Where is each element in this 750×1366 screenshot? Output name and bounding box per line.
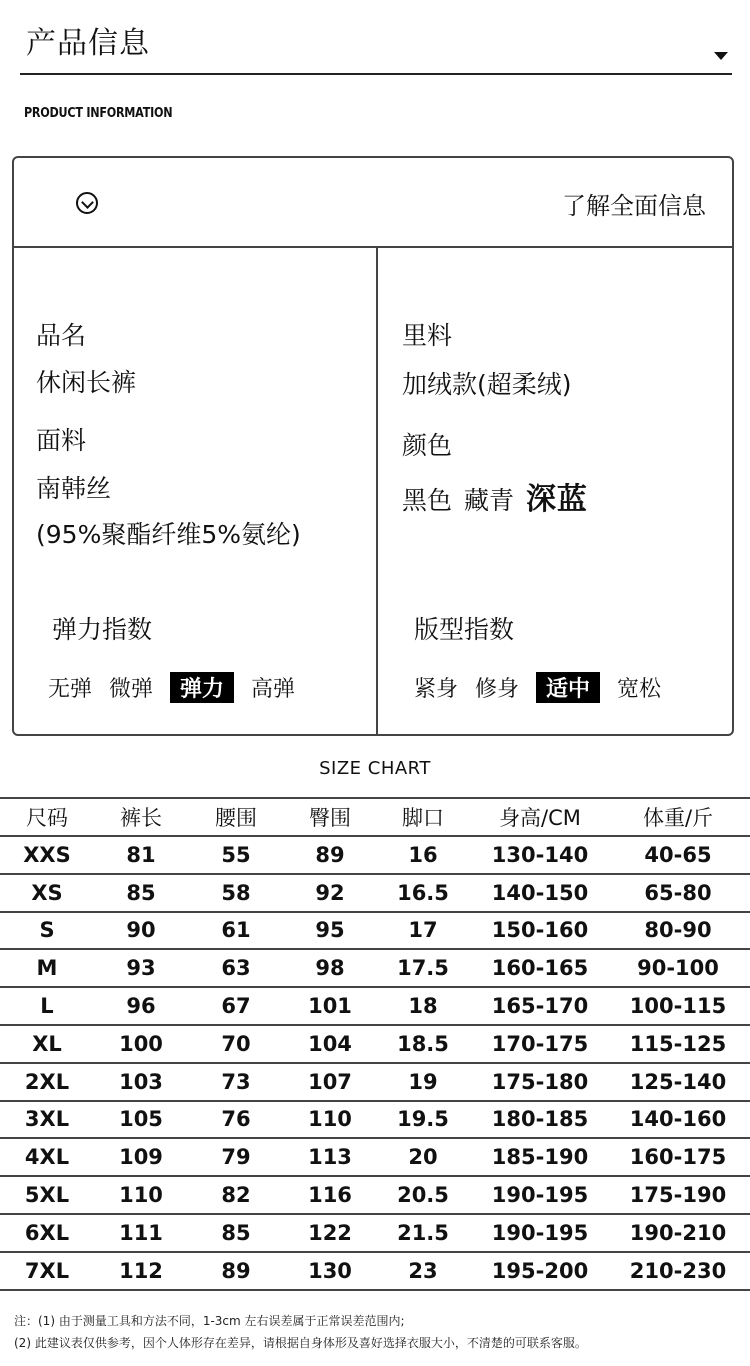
table-row (0, 1064, 750, 1102)
table-cell: 160-175 (629, 1145, 727, 1170)
info-box-column-divider (376, 248, 378, 734)
elastic-option: 高弹 (251, 677, 296, 702)
fit-index-label: 版型指数 (414, 615, 515, 644)
table-cell: 190-210 (629, 1220, 727, 1245)
color-option-highlight: 深蓝 (525, 482, 588, 517)
page-subtitle: PRODUCT INFORMATION (24, 106, 173, 121)
table-cell: 130-140 (491, 842, 589, 867)
table-cell: 65-80 (644, 880, 712, 905)
table-row (0, 988, 750, 1026)
table-cell: 61 (221, 918, 251, 943)
footnote-line: (2) 此建议表仅供参考，因个人体形存在差异，请根据自身体形及喜好选择衣服大小，不清楚的可联系客服。 (14, 1336, 587, 1350)
fit-option: 紧身 (414, 677, 459, 702)
lining-value: 加绒款(超柔绒) (402, 370, 572, 399)
table-cell: 92 (315, 880, 345, 905)
table-cell: 130 (308, 1258, 352, 1283)
table-cell: 18 (408, 994, 438, 1019)
table-row (0, 1215, 750, 1253)
table-cell: 170-175 (491, 1031, 589, 1056)
column-header: 身高/CM (499, 806, 581, 830)
elastic-option-selected: 弹力 (170, 672, 234, 703)
table-row (0, 913, 750, 951)
table-cell: 79 (221, 1145, 251, 1170)
table-cell: 90-100 (637, 956, 719, 981)
table-cell: 175-190 (629, 1183, 727, 1208)
table-cell: XXS (23, 842, 71, 867)
elastic-option: 微弹 (109, 677, 154, 702)
table-cell: 165-170 (491, 994, 589, 1019)
table-cell: 160-165 (491, 956, 589, 981)
table-row (0, 837, 750, 875)
table-cell: 180-185 (491, 1107, 589, 1132)
table-cell: 116 (308, 1183, 352, 1208)
table-cell: 104 (308, 1031, 352, 1056)
table-cell: 40-65 (644, 842, 712, 867)
table-cell: 20 (408, 1145, 438, 1170)
table-row (0, 1177, 750, 1215)
fit-option: 修身 (475, 677, 520, 702)
table-cell: 63 (221, 956, 251, 981)
table-cell: 175-180 (491, 1069, 589, 1094)
table-cell: 95 (315, 918, 345, 943)
table-cell: 190-195 (491, 1183, 589, 1208)
table-cell: 2XL (24, 1069, 70, 1094)
table-cell: 185-190 (491, 1145, 589, 1170)
column-header: 尺码 (26, 806, 68, 830)
table-cell: 90 (126, 918, 156, 943)
table-cell: 73 (221, 1069, 251, 1094)
table-cell: 101 (308, 994, 352, 1019)
column-header: 腰围 (215, 806, 257, 830)
table-cell: 113 (308, 1145, 352, 1170)
table-row (0, 1253, 750, 1291)
table-cell: 5XL (24, 1183, 70, 1208)
info-box-header-divider (14, 246, 732, 248)
page-title: 产品信息 (26, 26, 150, 61)
table-cell: S (39, 918, 55, 943)
table-cell: 6XL (24, 1220, 70, 1245)
fabric-value: 南韩丝 (36, 474, 112, 503)
table-cell: 195-200 (491, 1258, 589, 1283)
table-cell: 100 (119, 1031, 163, 1056)
table-cell: 112 (119, 1258, 163, 1283)
table-cell: 98 (315, 956, 345, 981)
table-cell: 19 (408, 1069, 438, 1094)
title-dropdown-caret-icon[interactable] (714, 52, 728, 60)
lining-label: 里料 (402, 321, 453, 350)
table-cell: 18.5 (397, 1031, 449, 1056)
table-row (0, 1026, 750, 1064)
table-row (0, 875, 750, 913)
table-cell: XS (31, 880, 63, 905)
elastic-scale (48, 672, 305, 703)
table-cell: 110 (308, 1107, 352, 1132)
table-cell: 85 (126, 880, 156, 905)
table-cell: 85 (221, 1220, 251, 1245)
color-option: 黑色 (402, 486, 453, 515)
table-cell: 21.5 (397, 1220, 449, 1245)
chevron-down-circle-icon[interactable] (76, 192, 98, 214)
product-name-value: 休闲长裤 (36, 368, 137, 397)
table-cell: 23 (408, 1258, 438, 1283)
fit-option: 宽松 (617, 677, 662, 702)
table-cell: 89 (221, 1258, 251, 1283)
table-cell: 109 (119, 1145, 163, 1170)
table-cell: 80-90 (644, 918, 712, 943)
product-name-label: 品名 (36, 321, 87, 350)
size-chart-table (0, 797, 750, 1291)
table-cell: 107 (308, 1069, 352, 1094)
title-divider (20, 73, 732, 75)
footnotes (14, 1310, 587, 1354)
table-cell: 20.5 (397, 1183, 449, 1208)
table-cell: 110 (119, 1183, 163, 1208)
table-cell: 115-125 (629, 1031, 727, 1056)
column-header: 体重/斤 (642, 806, 714, 830)
table-row (0, 1102, 750, 1140)
table-cell: 67 (221, 994, 251, 1019)
table-cell: 103 (119, 1069, 163, 1094)
fabric-label: 面料 (36, 426, 87, 455)
info-box-heading: 了解全面信息 (562, 192, 706, 220)
table-cell: 150-160 (491, 918, 589, 943)
color-label: 颜色 (402, 431, 453, 460)
table-cell: XL (32, 1031, 62, 1056)
size-chart-title: SIZE CHART (319, 758, 431, 779)
elastic-index-label: 弹力指数 (52, 615, 153, 644)
size-chart-header-row (0, 797, 750, 837)
table-cell: 210-230 (629, 1258, 727, 1283)
table-cell: 76 (221, 1107, 251, 1132)
table-cell: 105 (119, 1107, 163, 1132)
table-cell: 93 (126, 956, 156, 981)
table-cell: L (40, 994, 54, 1019)
table-cell: 3XL (24, 1107, 70, 1132)
table-cell: 96 (126, 994, 156, 1019)
table-row (0, 1139, 750, 1177)
table-cell: 17 (408, 918, 438, 943)
table-cell: 17.5 (397, 956, 449, 981)
table-cell: 89 (315, 842, 345, 867)
table-cell: 4XL (24, 1145, 70, 1170)
table-cell: 140-160 (629, 1107, 727, 1132)
table-cell: 82 (221, 1183, 251, 1208)
column-header: 臀围 (309, 806, 351, 830)
table-cell: M (36, 956, 58, 981)
table-cell: 70 (221, 1031, 251, 1056)
column-header: 脚口 (402, 806, 444, 830)
table-cell: 81 (126, 842, 156, 867)
table-cell: 111 (119, 1220, 163, 1245)
product-info-box (12, 156, 734, 736)
table-cell: 16 (408, 842, 438, 867)
table-cell: 190-195 (491, 1220, 589, 1245)
table-cell: 100-115 (629, 994, 727, 1019)
color-option: 藏青 (463, 486, 514, 515)
table-cell: 7XL (24, 1258, 70, 1283)
fit-option-selected: 适中 (536, 672, 600, 703)
color-values (402, 474, 588, 518)
table-cell: 58 (221, 880, 251, 905)
fit-scale (414, 672, 671, 703)
table-cell: 55 (221, 842, 251, 867)
fabric-detail: (95%聚酯纤维5%氨纶) (36, 520, 301, 549)
table-cell: 122 (308, 1220, 352, 1245)
table-cell: 19.5 (397, 1107, 449, 1132)
elastic-option: 无弹 (48, 677, 93, 702)
column-header: 裤长 (120, 806, 162, 830)
table-cell: 140-150 (491, 880, 589, 905)
footnote-line: 注：(1) 由于测量工具和方法不同，1-3cm 左右误差属于正常误差范围内; (14, 1314, 405, 1328)
table-row (0, 950, 750, 988)
table-cell: 125-140 (629, 1069, 727, 1094)
table-cell: 16.5 (397, 880, 449, 905)
